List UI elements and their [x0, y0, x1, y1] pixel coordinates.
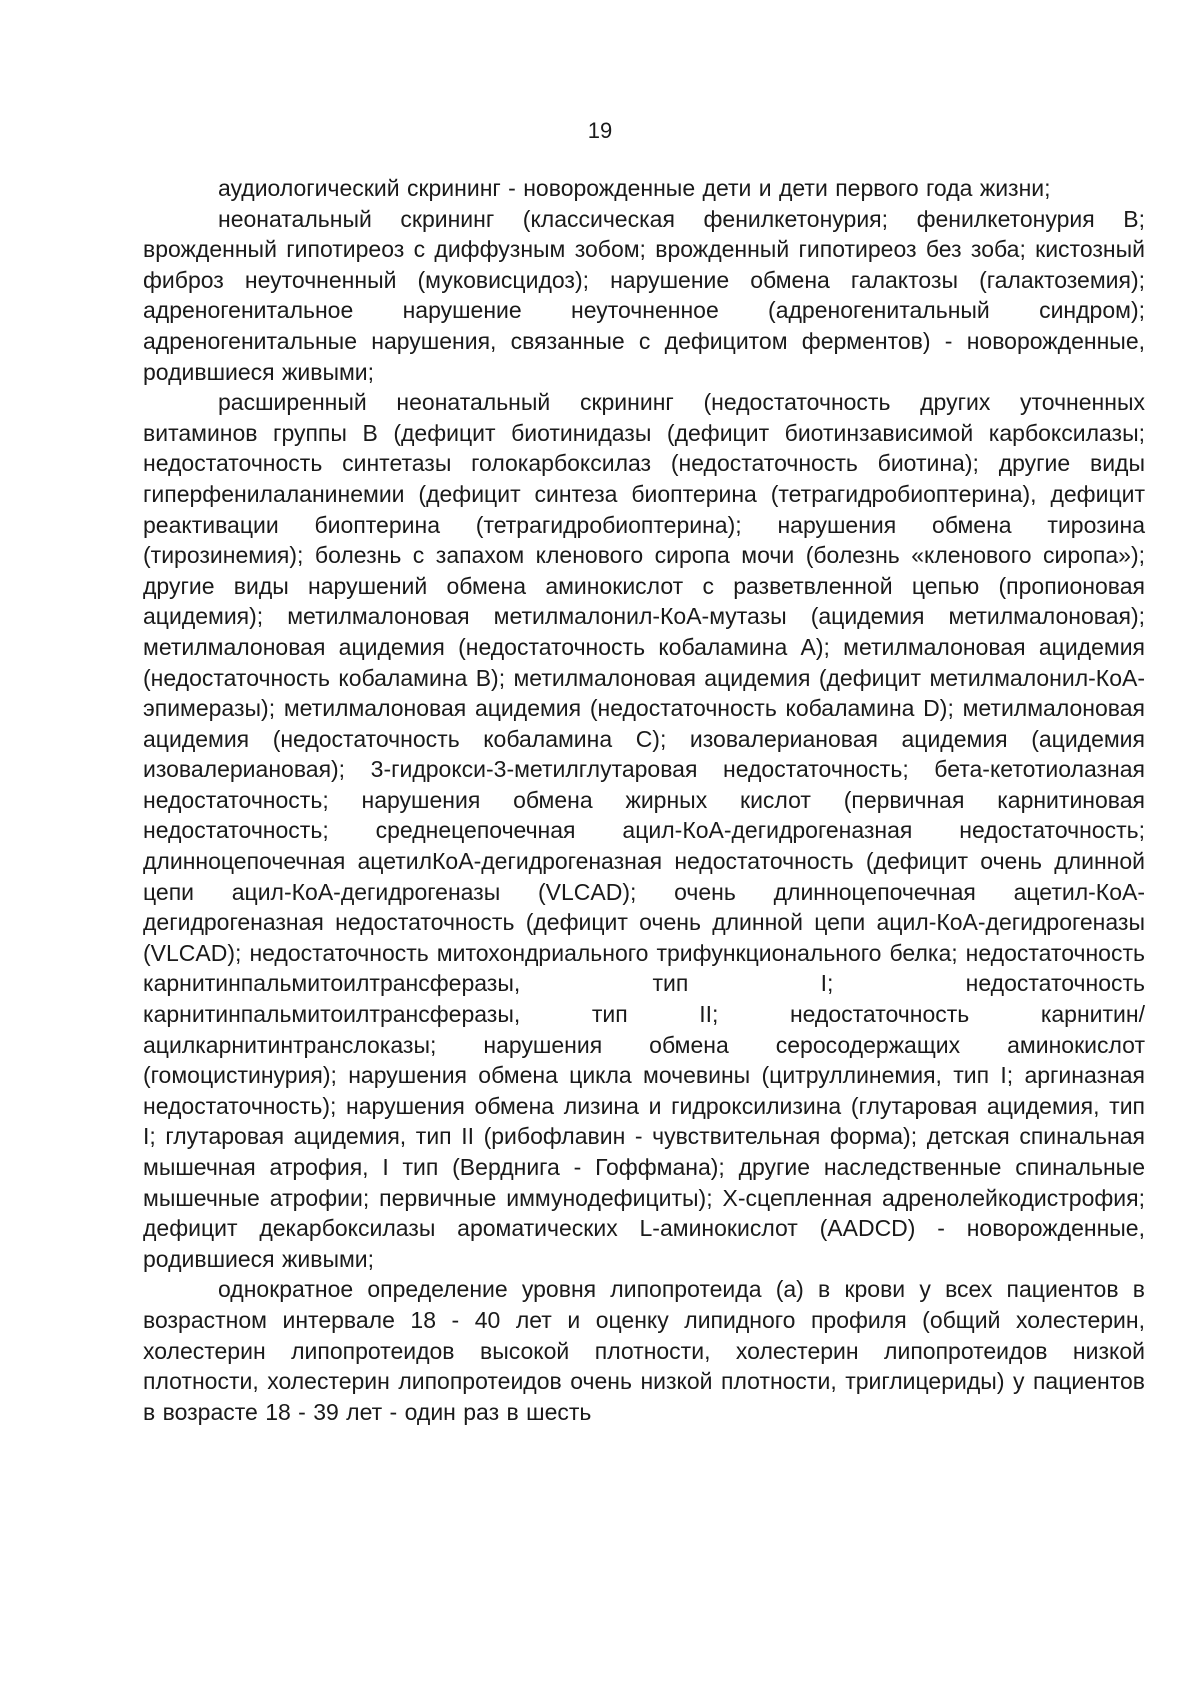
- paragraph-neonatal-screening: неонатальный скрининг (классическая фенилкетонурия; фенилкетонурия В; врожденный гипотиреоз с диффузным зобом; врожденный гипотиреоз без зоба; кистозный фиброз неуточненный (муковисцидоз); нарушение обмена галактозы (галактоземия); адреногенитальное нарушение неуточненное (адреногенитальный синдром); адреногенитальные нарушения, связанные с дефицитом ферментов) - новорожденные, родившиеся живыми;: [143, 205, 1145, 385]
- document-body: [143, 173, 1145, 1427]
- paragraph-extended-neonatal-screening: расширенный неонатальный скрининг (недостаточность других уточненных витаминов группы В (дефицит биотинидазы (дефицит биотинзависимой карбоксилазы; недостаточность синтетазы голокарбоксилаз (недостаточность биотина); другие виды гиперфенилаланинемии (дефицит синтеза биоптерина (тетрагидробиоптерина), дефицит реактивации биоптерина (тетрагидробиоптерина); нарушения обмена тирозина (тирозинемия); болезнь с запахом кленового сиропа мочи (болезнь «кленового сиропа»); другие виды нарушений обмена аминокислот с разветвленной цепью (пропионовая ацидемия); метилмалоновая метилмалонил-КоА-мутазы (ацидемия метилмалоновая); метилмалоновая ацидемия (недостаточность кобаламина А); метилмалоновая ацидемия (недостаточность кобаламина В); метилмалоновая ацидемия (дефицит метилмалонил-КоА-эпимеразы); метилмалоновая ацидемия (недостаточность кобаламина D); метилмалоновая ацидемия (недостаточность кобаламина С); изовалериановая ацидемия (ацидемия изовалериановая); 3-гидрокси-3-метилглутаровая недостаточность; бета-кетотиолазная недостаточность; нарушения обмена жирных кислот (первичная карнитиновая недостаточность; среднецепочечная ацил-КоА-дегидрогеназная недостаточность; длинноцепочечная ацетилКоА-дегидрогеназная недостаточность (дефицит очень длинной цепи ацил-КоА-дегидрогеназы (VLCAD); очень длинноцепочечная ацетил-КоА-дегидрогеназная недостаточность (дефицит очень длинной цепи ацил-КоА-дегидрогеназы (VLCAD); недостаточность митохондриального трифункционального белка; недостаточность карнитинпальмитоилтрансферазы, тип I; недостаточность карнитинпальмитоилтрансферазы, тип II; недостаточность карнитин/ацилкарнитинтранслоказы; нарушения обмена серосодержащих аминокислот (гомоцистинурия); нарушения обмена цикла мочевины (цитруллинемия, тип I; аргиназная недостаточность); нарушения обмена лизина и гидроксилизина (глутаровая ацидемия, тип I; глутаровая ацидемия, тип II (рибофлавин - чувствительная форма); детская спинальная мышечная атрофия, I тип (Верднига - Гоффмана); другие наследственные спинальные мышечные атрофии; первичные иммунодефициты); Х-сцепленная адренолейкодистрофия; дефицит декарбоксилазы ароматических L-аминокислот (AADCD) - новорожденные, родившиеся живыми;: [143, 389, 1145, 1272]
- page-number: 19: [587, 118, 613, 143]
- paragraph-audiological-screening: аудиологический скрининг - новорожденные дети и дети первого года жизни;: [218, 175, 1051, 201]
- paragraph-lipoprotein-determination: однократное определение уровня липопротеида (а) в крови у всех пациентов в возрастном интервале 18 - 40 лет и оценку липидного профиля (общий холестерин, холестерин липопротеидов высокой плотности, холестерин липопротеидов низкой плотности, холестерин липопротеидов очень низкой плотности, триглицериды) у пациентов в возрасте 18 - 39 лет - один раз в шесть: [143, 1276, 1145, 1425]
